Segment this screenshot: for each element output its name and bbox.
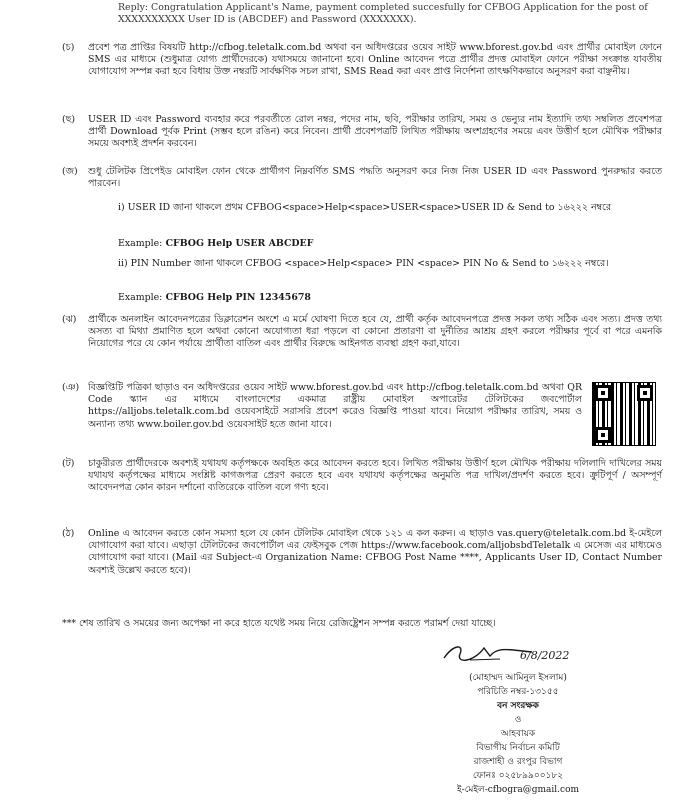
- reply-sms-line: Reply: Congratulation Applicant's Name, payment completed succesfully for CFBOG Application for the post of XXXXXXXXXX User ID is (ABCDEF) and Password (XXXXXXX).: [118, 2, 648, 26]
- example-user-id: [118, 238, 313, 250]
- qr-finder: [595, 385, 611, 401]
- item-number: (জ): [62, 166, 78, 177]
- item-text: USER ID এবং Password ব্যবহার করে পরবর্তীতে রোল নম্বর, পদের নাম, ছবি, পরীক্ষার তারিখ, সময় ও ভেন্যুর নাম ইত্যাদি তথ্য সম্বলিত প্রবেশপত্র প্রার্থী Download পূর্বক Print (সম্ভব হলে রঙিন) করে নিবেন। প্রার্থী প্রবেশপত্রটি লিখিত পরীক্ষায় অংশগ্রহণের সময়ে এবং উত্তীর্ণ হলে মৌখিক পরীক্ষার সময়ে অবশ্যই প্রদর্শন করবেন।: [88, 114, 662, 150]
- signatory-committee: বিভাগীয় নির্বাচন কমিটি: [476, 743, 560, 753]
- item-text: প্রবেশ পত্র প্রাপ্তির বিষয়টি http://cfbog.teletalk.com.bd অথবা বন অধিদপ্তরের ওয়েব সাইট www.bforest.gov.bd এবং প্রার্থীর মোবাইল ফোনে SMS এর মাধ্যমে (শুধুমাত্র যোগ্য প্রার্থীদেরকে) যথাসময়ে জানানো হবে। Online আবেদন পত্রে প্রার্থীর প্রদত্ত মোবাইল ফোনে পরীক্ষা সংক্রান্ত যাবতীয় যোগাযোগ সম্পন্ন করা হবে বিধায় উক্ত নম্বরটি সার্বক্ষণিক সচল রাখা, SMS Read করা এবং প্রাপ্ত নির্দেশনা তাৎক্ষণিকভাবে অনুসরণ করা বাঞ্ছনীয়।: [88, 42, 662, 78]
- item-number: (ঞ): [62, 382, 80, 393]
- signatory-phone: ফোনঃ ০২৫৮৯৯০০১৮২: [472, 771, 564, 781]
- sub-item-user-id: [118, 202, 658, 214]
- sub-item-text: PIN Number জানা থাকলে CFBOG <space>Help<space> PIN <space> PIN No & Send to ১৬২২২ নম্বরে।: [130, 258, 609, 269]
- example-value: CFBOG Help USER ABCDEF: [165, 238, 314, 249]
- item-number: (ঠ): [62, 528, 75, 539]
- sub-item-number: i): [118, 202, 125, 213]
- signatory-id: পরিচিতি নম্বর-১৩১৫৫: [477, 687, 559, 697]
- qr-finder: [637, 385, 653, 401]
- example-label: Example:: [118, 292, 163, 303]
- closing-note: *** শেষ তারিখ ও সময়ের জন্য অপেক্ষা না করে হাতে যথেষ্ট সময় নিয়ে রেজিষ্ট্রেশন সম্পন্ন করতে পরামর্শ দেয়া যাচ্ছে।: [62, 618, 496, 629]
- signatory-designation: বন সংরক্ষক: [497, 701, 539, 711]
- qr-code-icon: [592, 382, 656, 446]
- qr-finder: [595, 427, 611, 443]
- signatory-and: ও: [514, 715, 522, 725]
- item-number: (চ): [62, 42, 75, 53]
- item-text: চাকুরীরত প্রার্থীদেরকে অবশ্যই যথাযথ কর্তৃপক্ষকে অবহিত করে আবেদন করতে হবে। লিখিত পরীক্ষায় উত্তীর্ণ হলে মৌখিক পরীক্ষায় দলিলাদি দাখিলের সময় যথাযথ কর্তৃপক্ষের মাধ্যমে সংশ্লিষ্ট কাগজপত্র প্রেরণ করতে হবে এবং যথাযথ কর্তৃপক্ষের অনুমতি পত্র দাখিল/প্রদর্শণ করতে হবে। ক্রুটিপূর্ণ / অসম্পূর্ণ আবেদনপত্র কোন কারন দর্শানো ব্যতিরেকে বাতিল বলে গণ্য হবে।: [88, 458, 662, 494]
- item-text: বিজ্ঞপ্তিটি পত্রিকা ছাড়াও বন অধিদপ্তরের ওয়েব সাইট www.bforest.gov.bd এবং http://cfbog.teletalk.com.bd অথবা QR Code স্ক্যান এর মাধ্যমে বাংলাদেশের একমাত্র রাষ্ট্রীয় মোবাইল অপারেটর টেলিটকের জবপোর্টাল https://alljobs.teletalk.com.bd ওয়েবসাইটে সরাসরি প্রবেশ করেও বিজ্ঞপ্তি পাওয়া যাবে। নিয়োগ পরীক্ষার তারিখ, সময় ও অন্যান্য তথ্য www.boiler.gov.bd ওয়েবসাইট হতে জানা যাবে।: [88, 382, 582, 430]
- example-pin: [118, 292, 311, 304]
- item-number: (ট): [62, 458, 75, 469]
- example-label: Example:: [118, 238, 163, 249]
- sub-item-pin: [118, 258, 658, 270]
- item-number: (ঝ): [62, 314, 77, 325]
- example-value: CFBOG Help PIN 12345678: [165, 292, 311, 303]
- sub-item-text: USER ID জানা থাকলে প্রথম CFBOG<space>Help<space>USER<space>USER ID & Send to ১৬২২২ নম্বরে: [127, 202, 611, 213]
- signatory-name: (মোহাম্মদ আমিনুল ইসলাম): [469, 673, 567, 683]
- item-text: প্রার্থীকে অনলাইন আবেদনপত্রের ডিক্লারেশন অংশে এ মর্মে ঘোষণা দিতে হবে যে, প্রার্থী কর্তৃক আবেদনপত্রে প্রদত্ত সকল তথ্য সঠিক এবং সত্য। প্রদত্ত তথ্য অসত্য বা মিথ্যা প্রমাণিত হলে অথবা কোনো অযোগ্যতা ধরা পড়লে বা কোনো প্রতারণা বা দুর্নীতির আশ্রয় গ্রহণ করলে পরীক্ষার পূর্বে বা পরে এমনকি নিয়োগের পরে যে কোন পর্যায়ে প্রার্থীতা বাতিল এবং প্রার্থীর বিরুদ্ধে আইনগত ব্যবস্থা গ্রহণ করা,যাবে।: [88, 314, 662, 350]
- item-text: Online এ আবেদন করতে কোন সমস্যা হলে যে কোন টেলিটক মোবাইল থেকে ১২১ এ কল করুন। এ ছাড়াও vas.query@teletalk.com.bd ই-মেইলে যোগাযোগ করা যাবে। এছাড়া টেলিটকের জবপোর্টাল এর ফেইসবুক পেজ https://www.facebook.com/alljobsbdTeletalk এ মেসেজ এর মাধ্যমেও যোগাযোগ করা যাবে। (Mail এর Subject-এ Organization Name: CFBOG Post Name ****, Applicants User ID, Contact Number অবশ্যই উল্লেখ করতে হবে)।: [88, 528, 662, 576]
- signature-date: 6/8/2022: [520, 649, 570, 662]
- item-number: (ছ): [62, 114, 75, 125]
- item-text: শুধু টেলিটক প্রিপেইড মোবাইল ফোন থেকে প্রার্থীগণ নিম্নবর্ণিত SMS পদ্ধতি অনুসরণ করে নিজ নিজ USER ID এবং Password পুনরুদ্ধার করতে পারবেন।: [88, 166, 662, 190]
- sub-item-number: ii): [118, 258, 128, 269]
- signatory-email: ই-মেইল-cfbogra@gmail.com: [456, 785, 580, 795]
- signatory-division: রাজশাহী ও রংপুর বিভাগ: [473, 757, 563, 767]
- signatory-role: আহবায়ক: [500, 729, 536, 739]
